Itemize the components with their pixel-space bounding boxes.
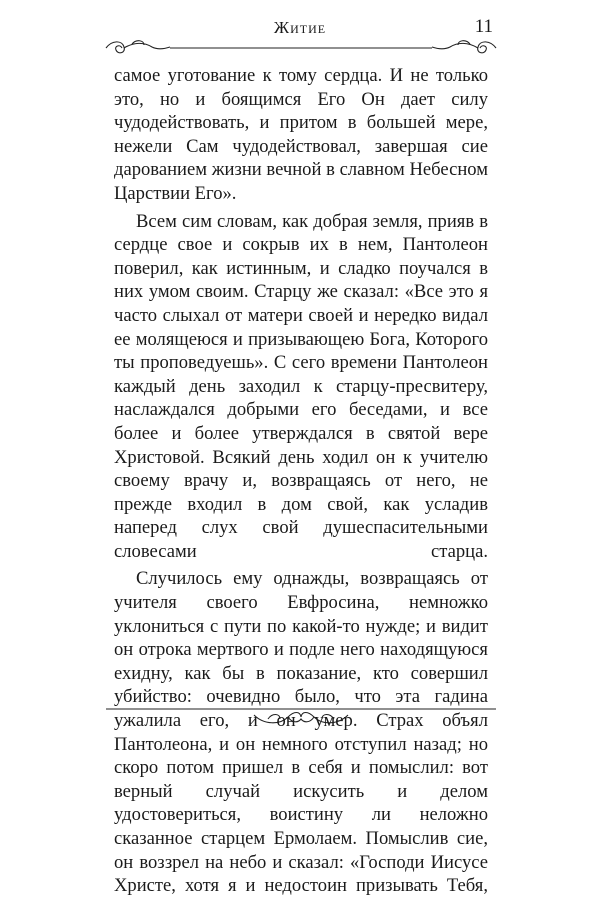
- paragraph-3: Случилось ему однажды, возвращаясь от учителя своего Евфросина, немножко уклониться с пути по какой-то нужде; и видит он отрока мертвого и подле него находящуюся ехидну, как бы в показание, кто совершил убийство: очевидно было, что эта гадина ужалила его, и он умер. Страх объял Пантолеона, и он немного отступил назад; но скоро потом пришел в себя и помыслил: вот верный случай искусить и делом удостовериться, воистину ли неложно сказанное старцем Ермолаем. Помыслив сие, он воззрел на небо и сказал: «Господи Иисусе Христе, хотя я и недостоин призывать Тебя,: [114, 568, 488, 897]
- running-title: Житие: [273, 18, 327, 37]
- text-body: [114, 64, 488, 898]
- page-number: 11: [474, 16, 493, 37]
- paragraph-1: самое уготование к тому сердца. И не только это, но и боящимся Его Он дает силу чудодействовать, и притом в большей мере, нежели Сам чудодействовал, завершая сие дарованием жизни вечной в славном Небесном Царствии Его».: [114, 65, 488, 204]
- paragraph-2: Всем сим словам, как добрая земля, прияв в сердце свое и сокрыв их в нем, Пантолеон поверил, как истинным, и сладко поучался в них умом своим. Старцу же сказал: «Все это я часто слыхал от матери своей и нередко видал ее молящеюся и призывающею Бога, Которого ты проповедуешь». С сего времени Пантолеон каждый день заходил к старцу-пресвитеру, наслаждался добрыми его беседами, и все более и более утверждался в святой вере Христовой. Всякий день ходил он к учителю своему врачу и, возвращаясь от него, не прежде входил в дом свой, как усладив наперед слух свой душеспасительными словесами старца.: [114, 210, 488, 562]
- ornament-bottom-icon: [104, 705, 498, 727]
- ornament-top-icon: [104, 38, 498, 58]
